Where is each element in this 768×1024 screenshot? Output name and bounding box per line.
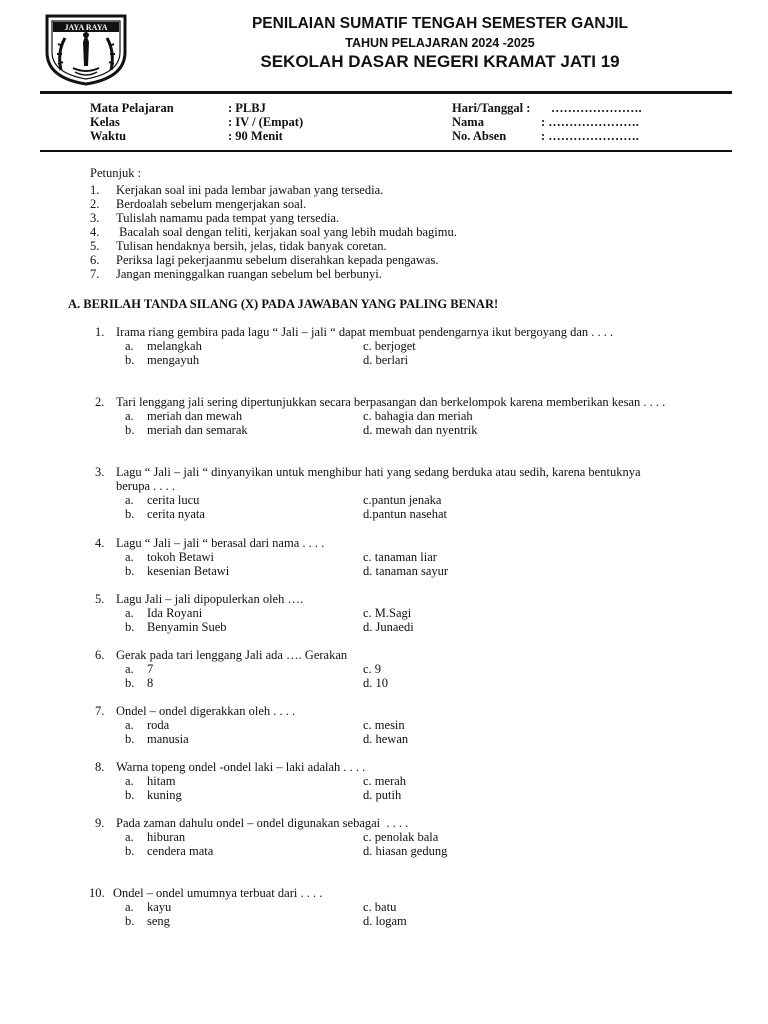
question-text: Lagu “ Jali – jali “ berasal dari nama . . . . — [116, 536, 325, 550]
exam-title: PENILAIAN SUMATIF TENGAH SEMESTER GANJIL — [251, 15, 629, 32]
option-text: manusia — [147, 732, 189, 746]
question-text: Pada zaman dahulu ondel – ondel digunakan sebagai . . . . — [116, 816, 409, 830]
info-subject-value: : PLBJ — [228, 101, 266, 115]
option-text: 7 — [147, 662, 154, 676]
option-a[interactable] — [125, 409, 363, 423]
question-number: 8. — [95, 760, 105, 774]
section-a-heading: A. BERILAH TANDA SILANG (X) PADA JAWABAN YANG PALING BENAR! — [68, 297, 499, 311]
info-class-label: Kelas — [90, 115, 120, 129]
question-6 — [95, 648, 675, 690]
option-d[interactable]: d. Junaedi — [363, 620, 414, 634]
info-time-value: : 90 Menit — [228, 129, 283, 143]
instructions-title: Petunjuk : — [90, 166, 142, 180]
option-text: cendera mata — [147, 844, 214, 858]
question-number: 3. — [95, 465, 105, 479]
info-time-label: Waktu — [90, 129, 127, 143]
option-letter: a. — [125, 830, 134, 844]
option-letter: a. — [125, 662, 134, 676]
option-c[interactable]: c.pantun jenaka — [363, 493, 442, 507]
option-text: cerita lucu — [147, 493, 200, 507]
option-a[interactable] — [125, 718, 363, 732]
instruction-text: Jangan meninggalkan ruangan sebelum bel berbunyi. — [116, 267, 382, 281]
instruction-text: Kerjakan soal ini pada lembar jawaban yang tersedia. — [116, 183, 384, 197]
option-text: kesenian Betawi — [147, 564, 230, 578]
question-number: 4. — [95, 536, 105, 550]
instruction-number: 6. — [90, 253, 100, 267]
question-7 — [95, 704, 675, 746]
option-letter: b. — [125, 788, 135, 802]
question-2 — [95, 395, 675, 437]
option-text: seng — [147, 914, 170, 928]
info-name-field[interactable]: : …………………. — [541, 115, 639, 129]
question-number: 2. — [95, 395, 105, 409]
instruction-text: Berdoalah sebelum mengerjakan soal. — [116, 197, 307, 211]
instruction-item — [90, 183, 383, 198]
option-d[interactable]: d. hewan — [363, 732, 409, 746]
question-number: 10. — [89, 886, 105, 900]
option-c[interactable]: c. penolak bala — [363, 830, 439, 844]
option-b[interactable] — [125, 732, 363, 746]
info-absen-field[interactable]: : …………………. — [541, 129, 639, 143]
question-1 — [95, 325, 675, 367]
option-letter: a. — [125, 550, 134, 564]
instruction-item — [90, 211, 339, 226]
school-emblem-logo — [43, 12, 129, 86]
instruction-text: Tulislah namamu pada tempat yang tersedia. — [116, 211, 340, 225]
instruction-item — [90, 253, 438, 268]
option-text: meriah dan mewah — [147, 409, 243, 423]
option-letter: b. — [125, 844, 135, 858]
instruction-number: 2. — [90, 197, 100, 211]
instruction-number: 1. — [90, 183, 100, 197]
instruction-item — [90, 197, 306, 212]
option-c[interactable]: c. 9 — [363, 662, 382, 676]
option-b[interactable] — [125, 788, 363, 802]
option-letter: b. — [125, 732, 135, 746]
option-letter: b. — [125, 676, 135, 690]
question-10 — [89, 886, 669, 928]
info-name-label: Nama — [452, 115, 484, 129]
question-text: Lagu Jali – jali dipopulerkan oleh …. — [116, 592, 304, 606]
question-8 — [95, 760, 675, 802]
option-c[interactable]: c. tanaman liar — [363, 550, 437, 564]
academic-year: TAHUN PELAJARAN 2024 -2025 — [345, 36, 535, 50]
option-a[interactable] — [125, 339, 363, 353]
question-9 — [95, 816, 675, 858]
option-a[interactable] — [125, 550, 363, 564]
info-class-value: : IV / (Empat) — [228, 115, 304, 129]
option-d[interactable]: d. mewah dan nyentrik — [363, 423, 478, 437]
option-letter: b. — [125, 620, 135, 634]
info-divider — [40, 150, 732, 152]
option-letter: a. — [125, 339, 134, 353]
question-text: Gerak pada tari lenggang Jali ada …. Gerakan — [116, 648, 348, 662]
option-text: hitam — [147, 774, 176, 788]
info-date-label: Hari/Tanggal : — [452, 101, 531, 115]
option-d[interactable]: d. logam — [363, 914, 407, 928]
header-divider — [40, 91, 732, 94]
question-text: Ondel – ondel digerakkan oleh . . . . — [116, 704, 296, 718]
question-text: Ondel – ondel umumnya terbuat dari . . . . — [113, 886, 323, 900]
option-b[interactable] — [125, 564, 363, 578]
option-letter: a. — [125, 409, 134, 423]
option-text: Benyamin Sueb — [147, 620, 227, 634]
question-text: Irama riang gembira pada lagu “ Jali – jali “ dapat membuat pendengarnya ikut bergoyang dan . . . . — [116, 325, 614, 339]
question-4 — [95, 536, 675, 578]
instruction-item — [90, 225, 457, 240]
info-absen-label: No. Absen — [452, 129, 507, 143]
option-b[interactable] — [125, 507, 363, 521]
option-text: mengayuh — [147, 353, 200, 367]
option-text: cerita nyata — [147, 507, 205, 521]
option-d[interactable]: d. tanaman sayur — [363, 564, 449, 578]
option-letter: a. — [125, 900, 134, 914]
school-name: SEKOLAH DASAR NEGERI KRAMAT JATI 19 — [260, 52, 620, 71]
instruction-number: 3. — [90, 211, 100, 225]
option-text: hiburan — [147, 830, 186, 844]
option-d[interactable]: d. berlari — [363, 353, 409, 367]
option-text: kayu — [147, 900, 172, 914]
instruction-text: Periksa lagi pekerjaanmu sebelum diserahkan kepada pengawas. — [116, 253, 439, 267]
option-d[interactable]: d.pantun nasehat — [363, 507, 448, 521]
option-c[interactable]: c. M.Sagi — [363, 606, 412, 620]
option-text: roda — [147, 718, 170, 732]
option-letter: a. — [125, 718, 134, 732]
option-b[interactable] — [125, 676, 363, 690]
question-text: Lagu “ Jali – jali “ dinyanyikan untuk menghibur hati yang sedang berduka atau sedih, karena bentuknya berupa . . . . — [116, 465, 641, 493]
option-b[interactable] — [125, 620, 363, 634]
question-text: Tari lenggang jali sering dipertunjukkan secara berpasangan dan berkelompok karena memberikan kesan . . . . — [116, 395, 666, 409]
option-text: Ida Royani — [147, 606, 203, 620]
option-b[interactable] — [125, 353, 363, 367]
instruction-number: 5. — [90, 239, 100, 253]
option-letter: b. — [125, 914, 135, 928]
question-number: 9. — [95, 816, 105, 830]
option-letter: a. — [125, 606, 134, 620]
option-text: melangkah — [147, 339, 202, 353]
instruction-text: Tulisan hendaknya bersih, jelas, tidak banyak coretan. — [116, 239, 387, 253]
option-text: 8 — [147, 676, 154, 690]
logo-text: JAYA RAYA — [64, 23, 108, 32]
option-a[interactable] — [125, 493, 363, 507]
info-subject-label: Mata Pelajaran — [90, 101, 174, 115]
instruction-item — [90, 267, 382, 282]
question-number: 6. — [95, 648, 105, 662]
question-number: 5. — [95, 592, 105, 606]
option-d[interactable]: d. 10 — [363, 676, 388, 690]
question-number: 1. — [95, 325, 105, 339]
option-letter: b. — [125, 423, 135, 437]
option-d[interactable]: d. putih — [363, 788, 402, 802]
option-letter: b. — [125, 507, 135, 521]
option-letter: b. — [125, 564, 135, 578]
option-d[interactable]: d. hiasan gedung — [363, 844, 448, 858]
option-letter: b. — [125, 353, 135, 367]
option-a[interactable] — [125, 606, 363, 620]
option-c[interactable]: c. mesin — [363, 718, 405, 732]
option-a[interactable] — [125, 830, 363, 844]
option-text: kuning — [147, 788, 182, 802]
option-a[interactable] — [125, 900, 363, 914]
option-a[interactable] — [125, 662, 363, 676]
instruction-item — [90, 239, 387, 254]
option-text: tokoh Betawi — [147, 550, 215, 564]
question-text: Warna topeng ondel -ondel laki – laki adalah . . . . — [116, 760, 366, 774]
question-3 — [95, 465, 675, 521]
option-c[interactable]: c. batu — [363, 900, 397, 914]
option-letter: a. — [125, 774, 134, 788]
instruction-text: Bacalah soal dengan teliti, kerjakan soal yang lebih mudah bagimu. — [116, 225, 457, 239]
option-a[interactable] — [125, 774, 363, 788]
instruction-number: 7. — [90, 267, 100, 281]
option-letter: a. — [125, 493, 134, 507]
option-c[interactable]: c. merah — [363, 774, 407, 788]
option-c[interactable]: c. berjoget — [363, 339, 416, 353]
info-date-field[interactable]: …………………. — [551, 101, 642, 115]
question-5 — [95, 592, 675, 634]
option-b[interactable] — [125, 844, 363, 858]
option-b[interactable] — [125, 423, 363, 437]
question-number: 7. — [95, 704, 105, 718]
option-b[interactable] — [125, 914, 363, 928]
option-text: meriah dan semarak — [147, 423, 248, 437]
option-c[interactable]: c. bahagia dan meriah — [363, 409, 473, 423]
instruction-number: 4. — [90, 225, 100, 239]
